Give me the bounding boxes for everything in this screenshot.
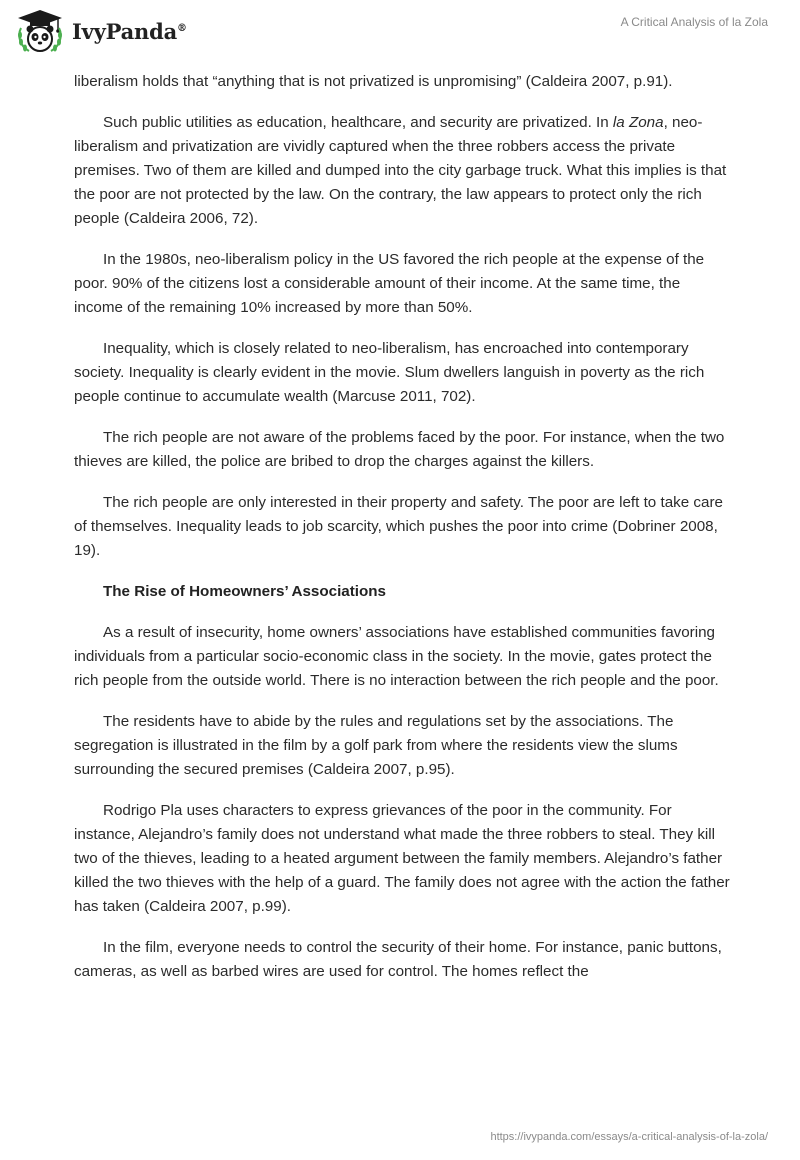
paragraph-1980s: In the 1980s, neo-liberalism policy in the US favored the rich people at the expense of the poor. 90% of the citizens lost a considerable amount of their income. At the same time, the income of the remaining 10% increased by more than 50%.: [74, 251, 705, 316]
paragraph-continued: liberalism holds that “anything that is not privatized is unpromising” (Caldeira 2007, p.91).: [74, 73, 673, 90]
paragraph-job-scarcity: The rich people are only interested in their property and safety. The poor are left to take care of themselves. Inequality leads to job scarcity, which pushes the poor into crime (Dobriner 2008, 19).: [74, 494, 723, 559]
paragraph-segregation: The residents have to abide by the rules and regulations set by the associations. The segregation is illustrated in the film by a golf park from where the residents view the slums surrounding the secured premises (Caldeira 2007, p.95).: [74, 713, 678, 778]
brand-name: IvyPanda®: [72, 18, 187, 44]
paragraph-thieves: The rich people are not aware of the problems faced by the poor. For instance, when the two thieves are killed, the police are bribed to drop the charges against the killers.: [74, 429, 725, 470]
panda-graduate-icon: [14, 8, 66, 54]
essay-body: [74, 70, 730, 1001]
ivypanda-logo[interactable]: [14, 8, 187, 54]
section-heading: The Rise of Homeowners’ Associations: [103, 583, 387, 600]
paragraph-insecurity: As a result of insecurity, home owners’ associations have established communities favoring individuals from a particular socio-economic class in the society. In the movie, gates protect the rich people from the outside world. There is no interaction between the rich people and the poor.: [74, 624, 719, 689]
paragraph-privatization: Such public utilities as education, healthcare, and security are privatized. In la Zona, neo-liberalism and privatization are vividly captured when the three robbers access the private premises. Two of them are killed and dumped into the city garbage truck. What this implies is that the poor are not protected by the law. On the contrary, the law appears to protect only the rich people (Caldeira 2006, 72).: [74, 114, 727, 227]
paragraph-rodrigo-pla: Rodrigo Pla uses characters to express grievances of the poor in the community. For instance, Alejandro’s family does not understand what made the three robbers to steal. They kill two of the thieves, leading to a heated argument between the family members. Alejandro’s father killed the two thieves with the help of a guard. The family does not agree with the action the father has taken (Caldeira 2007, p.99).: [74, 802, 730, 915]
source-url[interactable]: https://ivypanda.com/essays/a-critical-analysis-of-la-zola/: [490, 1131, 768, 1143]
paragraph-security-control: In the film, everyone needs to control the security of their home. For instance, panic buttons, cameras, as well as barbed wires are used for control. The homes reflect the: [74, 939, 722, 980]
page-header: [0, 0, 800, 64]
document-title: A Critical Analysis of la Zola: [620, 15, 768, 29]
paragraph-inequality: Inequality, which is closely related to neo-liberalism, has encroached into contemporary society. Inequality is clearly evident in the movie. Slum dwellers languish in poverty as the rich people continue to accumulate wealth (Marcuse 2011, 702).: [74, 340, 705, 405]
film-title-italic: la Zona: [612, 114, 664, 131]
